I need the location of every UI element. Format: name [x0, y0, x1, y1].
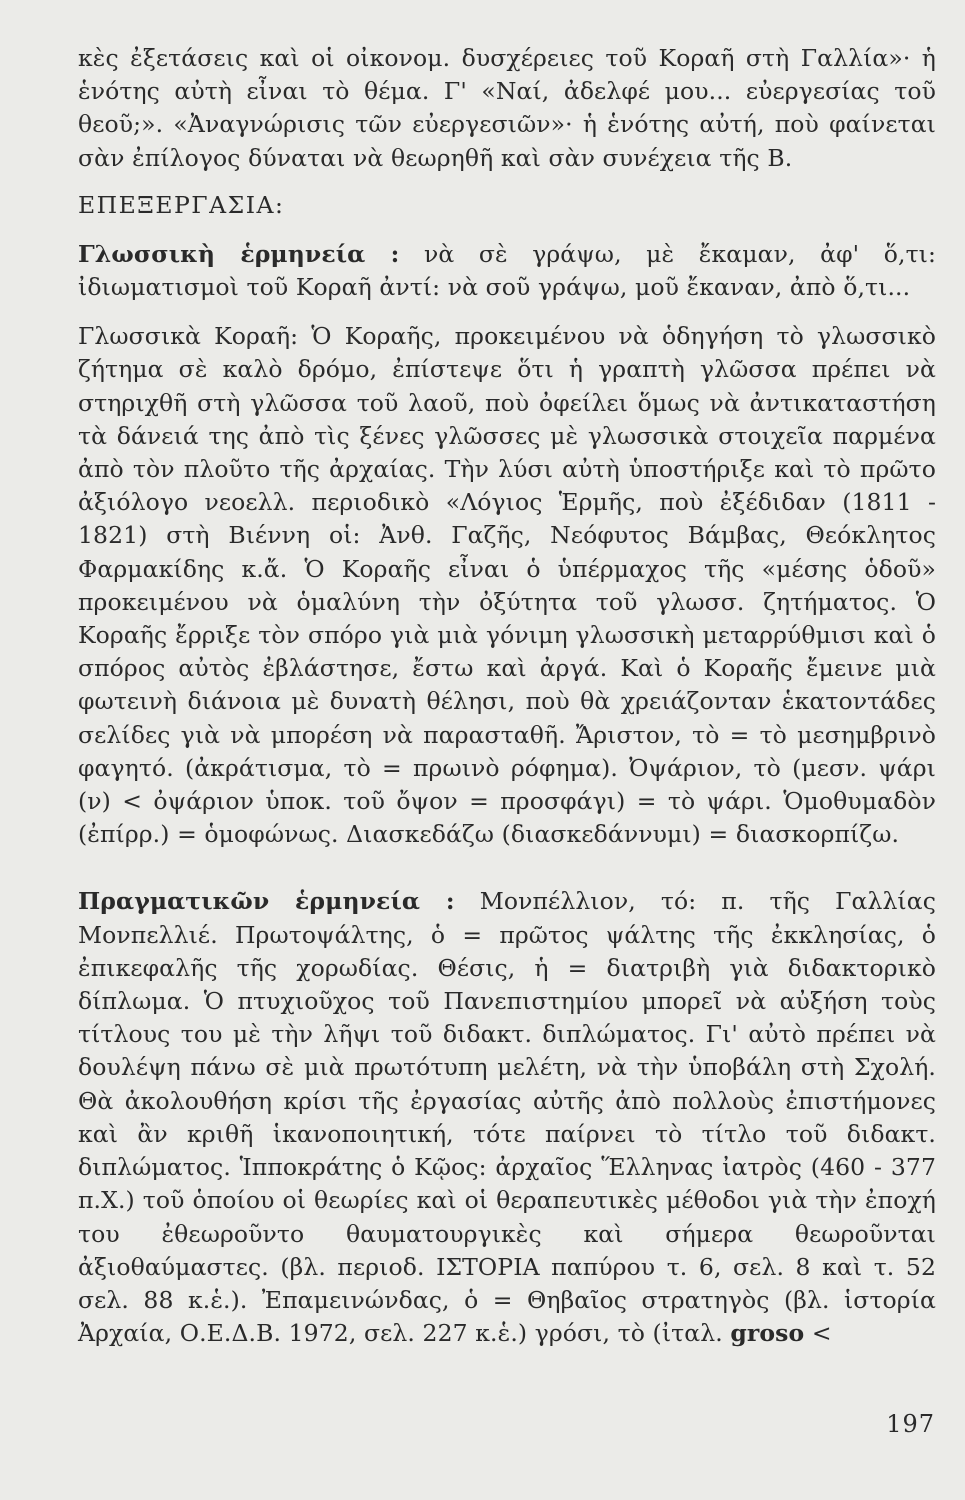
intro-text: κὲς ἐξετάσεις καὶ οἱ οἰκονομ. δυσχέρειες τοῦ Κοραῆ στὴ Γαλλία»· ἡ ἑνότης αὐτὴ εἶναι τὸ θέμα. Γ' «Ναί, ἀδελφέ μου... εὐεργεσίας τοῦ θεοῦ;». «Ἀναγνώρισις τῶν εὐεργεσιῶν»· ἡ ἑνότης αὐτή, ποὺ φαίνεται σὰν ἐπίλογος δύναται νὰ θεωρηθῆ καὶ σὰν συνέχεια τῆς Β.	[78, 44, 936, 172]
intro-paragraph	[78, 42, 936, 175]
book-page	[78, 42, 936, 1462]
realia-tail-sign: <	[811, 1319, 832, 1348]
korais-paragraph	[78, 320, 936, 851]
realia-paragraph	[78, 885, 936, 1350]
gloss-text: νὰ σὲ γράψω, μὲ ἔκαμαν, ἀφ' ὅ,τι: ἰδιωματισμοὶ τοῦ Κοραῆ ἀντί: νὰ σοῦ γράψω, μοῦ ἔκαναν, ἀπὸ ὅ,τι...	[78, 239, 936, 302]
realia-label: Πραγματικῶν ἑρμηνεία :	[78, 887, 455, 916]
realia-text: Μονπέλλιον, τό: π. τῆς Γαλλίας Μονπελλιέ. Πρωτοψάλτης, ὁ = πρῶτος ψάλτης τῆς ἐκκλησίας, ὁ ἐπικεφαλῆς τῆς χορωδίας. Θέσις, ἡ = διατριβὴ γιὰ διδακτορικὸ δίπλωμα. Ὁ πτυχιοῦχος τοῦ Πανεπιστημίου μπορεῖ νὰ αὐξήση τοὺς τίτλους του μὲ τὴν λῆψι τοῦ διδακτ. διπλώματος. Γι' αὐτὸ πρέπει νὰ δουλέψη πάνω σὲ μιὰ πρωτότυπη μελέτη, νὰ τὴν ὑποβάλη στὴ Σχολή. Θὰ ἀκολουθήση κρίσι τῆς ἐργασίας αὐτῆς ἀπὸ πολλοὺς ἐπιστήμονες καὶ ἂν κριθῆ ἱκανοποιητική, τότε παίρνει τὸ τίτλο τοῦ διδακτ. διπλώματος. Ἱπποκράτης ὁ Κῷος: ἀρχαῖος Ἕλληνας ἰατρὸς (460 - 377 π.Χ.) τοῦ ὁποίου οἱ θεωρίες καὶ οἱ θεραπευτικὲς μέθοδοι γιὰ τὴν ἐποχή του ἐθεωροῦντο θαυματουργικὲς καὶ σήμερα θεωροῦνται ἀξιοθαύμαστες. (βλ. περιοδ. ΙΣΤΟΡΙΑ παπύρου τ. 6, σελ. 8 καὶ τ. 52 σελ. 88 κ.ἑ.). Ἐπαμεινώνδας, ὁ = Θηβαῖος στρατηγὸς (βλ. ἱστορία Ἀρχαία, Ο.Ε.Δ.Β. 1972, σελ. 227 κ.ἑ.) γρόσι, τὸ (ἰταλ.	[78, 887, 936, 1348]
gloss-label: Γλωσσικὴ ἑρμηνεία :	[78, 239, 400, 268]
gloss-paragraph	[78, 238, 936, 304]
section-heading: ΕΠΕΞΕΡΓΑΣΙΑ:	[78, 190, 285, 219]
korais-text: Γλωσσικὰ Κοραῆ: Ὁ Κοραῆς, προκειμένου νὰ ὁδηγήση τὸ γλωσσικὸ ζήτημα σὲ καλὸ δρόμο, ἐπίστεψε ὅτι ἡ γραπτὴ γλῶσσα πρέπει νὰ στηριχθῆ στὴ γλῶσσα τοῦ λαοῦ, ποὺ ὀφείλει ὅμως νὰ ἀντικαταστήση τὰ δάνειά της ἀπὸ τὶς ξένες γλῶσσες μὲ γλωσσικὰ στοιχεῖα παρμένα ἀπὸ τὸν πλοῦτο τῆς ἀρχαίας. Τὴν λύσι αὐτὴ ὑποστήριξε καὶ τὸ πρῶτο ἀξιόλογο νεοελλ. περιοδικὸ «Λόγιος Ἑρμῆς, ποὺ ἐξέδιδαν (1811 - 1821) στὴ Βιέννη οἱ: Ἀνθ. Γαζῆς, Νεόφυτος Βάμβας, Θεόκλητος Φαρμακίδης κ.ἄ. Ὁ Κοραῆς εἶναι ὁ ὑπέρμαχος τῆς «μέσης ὁδοῦ» προκειμένου νὰ ὁμαλύνη τὴν ὀξύτητα τοῦ γλωσσ. ζητήματος. Ὁ Κοραῆς ἔρριξε τὸν σπόρο γιὰ μιὰ γόνιμη γλωσσικὴ μεταρρύθμισι καὶ ὁ σπόρος αὐτὸς ἐβλάστησε, ἔστω καὶ ἀργά. Καὶ ὁ Κοραῆς ἔμεινε μιὰ φωτεινὴ διάνοια μὲ δυνατὴ θέλησι, ποὺ θὰ χρειάζονταν ἑκατοντάδες σελίδες γιὰ νὰ μπορέση νὰ παρασταθῆ. Ἄριστον, τὸ = τὸ μεσημβρινὸ φαγητό. (ἀκράτισμα, τὸ = πρωινὸ ρόφημα). Ὀψάριον, τὸ (μεσν. ψάρι (ν) < ὀψάριον ὑποκ. τοῦ ὄψον = προσφάγι) = τὸ ψάρι. Ὁμοθυμαδὸν (ἐπίρρ.) = ὁμοφώνως. Διασκεδάζω (διασκεδάννυμι) = διασκορπίζω.	[78, 322, 936, 849]
page-number: 197	[886, 1410, 935, 1438]
realia-tail-bold: groso	[730, 1319, 805, 1348]
